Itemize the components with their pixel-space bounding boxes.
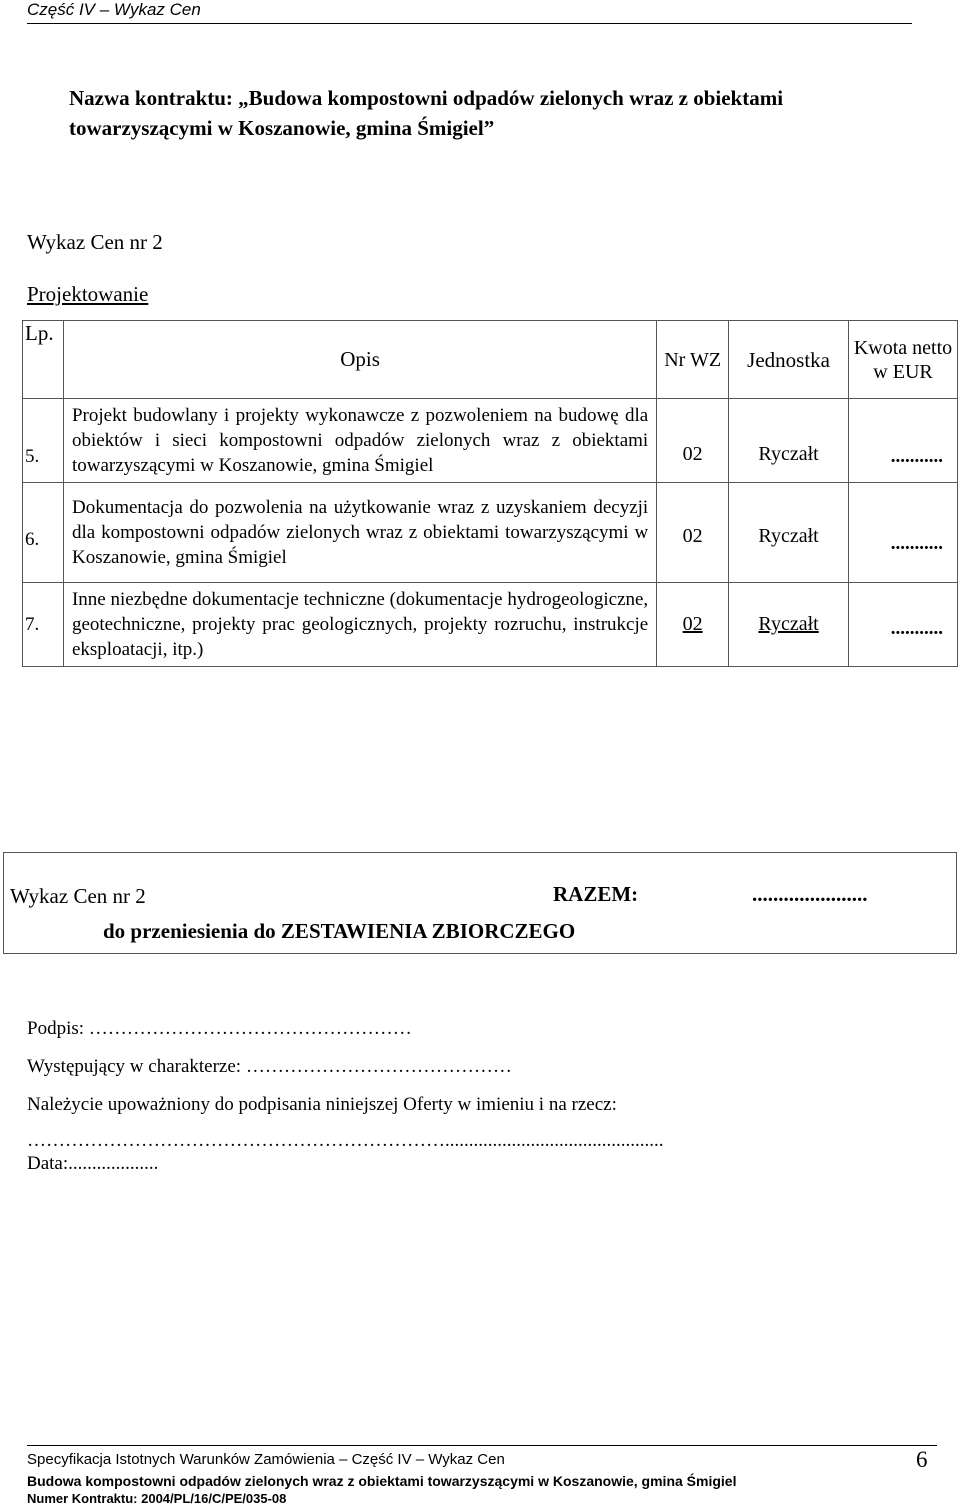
row-nr: 02 — [657, 399, 729, 483]
table-row — [23, 483, 958, 583]
summary-transfer-note: do przeniesienia do ZESTAWIENIA ZBIORCZEGO — [103, 919, 576, 943]
row-kwota: ........... — [849, 583, 958, 667]
row-kwota: ........... — [849, 399, 958, 483]
page-number: 6 — [916, 1447, 928, 1472]
row-nr: 02 — [657, 583, 729, 667]
header-jednostka: Jednostka — [729, 321, 849, 399]
row-jednostka: Ryczałt — [729, 483, 849, 583]
summary-razem: RAZEM: — [553, 882, 639, 906]
signature-date: Data:................... — [27, 1153, 159, 1174]
row-opis: Dokumentacja do pozwolenia na użytkowanie wraz z uzyskaniem decyzji dla kompostowni odpadów zielonych wraz z obiektami towarzyszącymi w Koszanowie, gmina Śmigiel — [63, 483, 656, 583]
header-opis: Opis — [63, 321, 656, 399]
document-header-title: Część IV – Wykaz Cen — [27, 0, 201, 19]
price-list-title: Wykaz Cen nr 2 — [27, 230, 163, 254]
footer-project-name: Budowa kompostowni odpadów zielonych wraz z obiektami towarzyszącymi w Koszanowie, gmina Śmigiel — [27, 1473, 737, 1489]
row-jednostka: Ryczałt — [729, 399, 849, 483]
row-kwota: ........... — [849, 483, 958, 583]
summary-label: Wykaz Cen nr 2 — [10, 884, 146, 908]
row-opis: Inne niezbędne dokumentacje techniczne (dokumentacje hydrogeologiczne, geotechniczne, projekty prac geologicznych, projekty rozruchu, instrukcje eksploatacji, itp.) — [63, 583, 656, 667]
summary-value: ...................... — [752, 882, 868, 906]
header-divider — [27, 23, 912, 24]
row-lp: 5. — [23, 399, 64, 483]
row-lp: 6. — [23, 483, 64, 583]
row-opis: Projekt budowlany i projekty wykonawcze z pozwoleniem na budowę dla obiektów i sieci kompostowni odpadów zielonych wraz z obiektami towarzyszącymi w Koszanowie, gmina Śmigiel — [63, 399, 656, 483]
table-row — [23, 583, 958, 667]
price-table — [22, 320, 958, 667]
section-heading: Projektowanie — [27, 282, 149, 306]
table-header-row — [23, 321, 958, 399]
header-nr-wz: Nr WZ — [657, 321, 729, 399]
signature-podpis: Podpis: …………………………………………… — [27, 1018, 412, 1039]
row-jednostka: Ryczałt — [729, 583, 849, 667]
contract-name: Nazwa kontraktu: „Budowa kompostowni odpadów zielonych wraz z obiektami towarzyszącymi w Koszanowie, gmina Śmigiel” — [69, 86, 784, 140]
header-lp: Lp. — [23, 321, 64, 399]
row-lp: 7. — [23, 583, 64, 667]
table-row — [23, 399, 958, 483]
row-nr: 02 — [657, 483, 729, 583]
signature-capacity: Występujący w charakterze: …………………………………… — [27, 1056, 512, 1077]
header-kwota: Kwota netto w EUR — [849, 321, 958, 399]
footer-contract-number: Numer Kontraktu: 2004/PL/16/C/PE/035-08 — [27, 1491, 287, 1506]
footer-specification: Specyfikacja Istotnych Warunków Zamówienia – Część IV – Wykaz Cen — [27, 1451, 505, 1468]
signature-authorized: Należycie upoważniony do podpisania niniejszej Oferty w imieniu i na rzecz: — [27, 1094, 617, 1115]
footer-divider — [27, 1445, 937, 1446]
signature-line: ………………………………………………………….............................................. — [27, 1130, 664, 1151]
